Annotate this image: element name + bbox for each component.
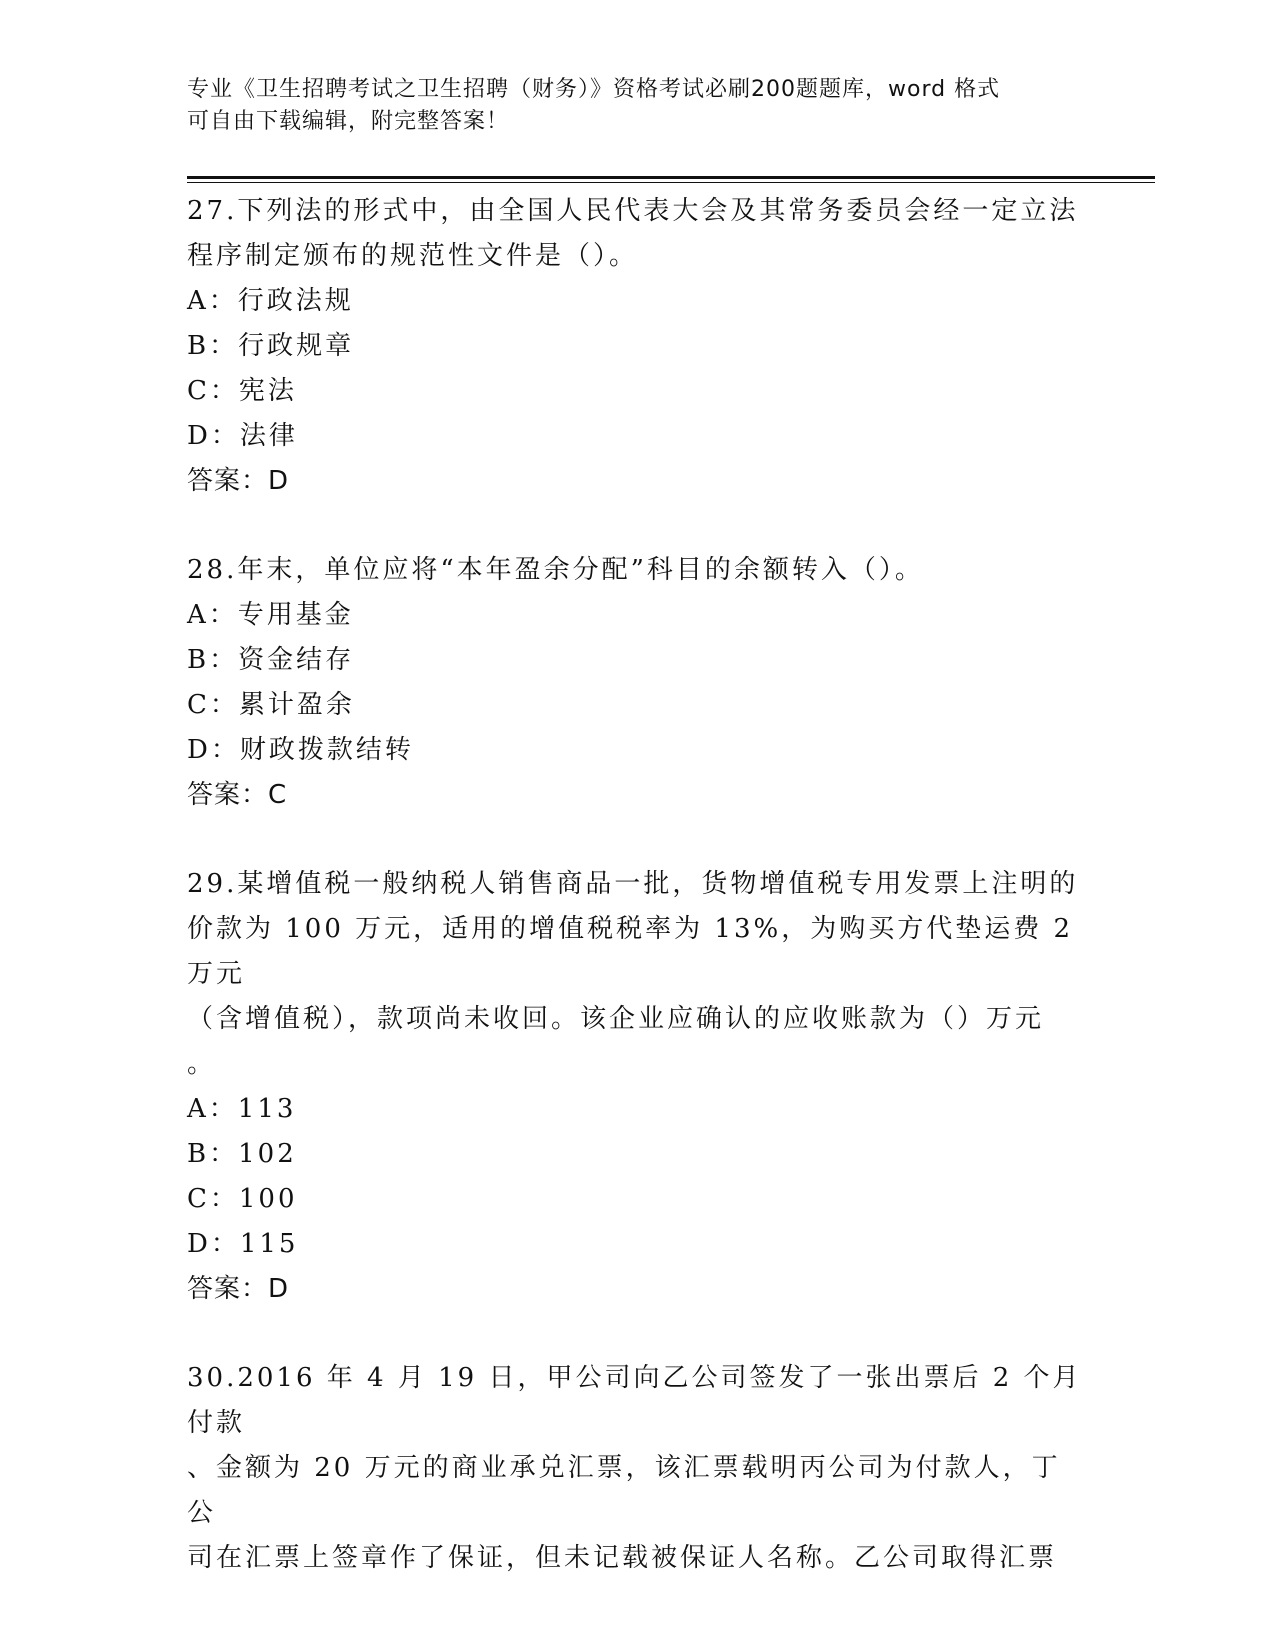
option-a: A：113	[187, 1094, 297, 1124]
question-text-line: （含增值税），款项尚未收回。该企业应确认的应收账款为（）万元	[187, 1004, 1045, 1034]
question-28	[187, 548, 1087, 818]
option-a: A：专用基金	[187, 600, 354, 630]
answer-label: 答案：D	[187, 1274, 290, 1304]
question-list	[187, 189, 1087, 1625]
question-text-line: 、金额为 20 万元的商业承兑汇票，该汇票载明丙公司为付款人，丁公	[187, 1453, 1061, 1528]
option-d: D：115	[187, 1229, 299, 1259]
question-29	[187, 862, 1087, 1312]
option-b: B：资金结存	[187, 645, 355, 675]
header-rule-thin	[187, 182, 1155, 183]
option-c: C：100	[187, 1184, 298, 1214]
option-a: A：行政法规	[187, 286, 354, 316]
question-text-line: 司在汇票上签章作了保证，但未记载被保证人名称。乙公司取得汇票	[187, 1543, 1058, 1573]
question-text-line: 30.2016 年 4 月 19 日，甲公司向乙公司签发了一张出票后 2 个月付款	[187, 1363, 1082, 1438]
question-text-line: 28.年末，单位应将“本年盈余分配”科目的余额转入（）。	[187, 555, 924, 585]
option-d: D：法律	[187, 421, 298, 451]
question-27	[187, 189, 1087, 504]
header-rule-thick	[187, 176, 1155, 179]
option-d: D：财政拨款结转	[187, 735, 414, 765]
option-c: C：宪法	[187, 376, 297, 406]
option-b: B：102	[187, 1139, 297, 1169]
header-line-2: 可自由下载编辑，附完整答案！	[187, 109, 510, 134]
document-header	[187, 74, 1057, 138]
answer-label: 答案：D	[187, 466, 290, 496]
option-b: B：行政规章	[187, 331, 355, 361]
question-text-line: 。	[187, 1049, 217, 1079]
question-text-line: 27.下列法的形式中，由全国人民代表大会及其常务委员会经一定立法	[187, 196, 1079, 226]
header-line-1: 专业《卫生招聘考试之卫生招聘（财务）》资格考试必刷200题题库，word 格式	[187, 77, 1001, 102]
answer-label: 答案：C	[187, 780, 288, 810]
question-30	[187, 1356, 1087, 1581]
question-text-line: 29.某增值税一般纳税人销售商品一批，货物增值税专用发票上注明的	[187, 869, 1079, 899]
option-c: C：累计盈余	[187, 690, 355, 720]
question-text-line: 程序制定颁布的规范性文件是（）。	[187, 241, 639, 271]
question-text-line: 价款为 100 万元，适用的增值税税率为 13%，为购买方代垫运费 2 万元	[187, 914, 1074, 989]
